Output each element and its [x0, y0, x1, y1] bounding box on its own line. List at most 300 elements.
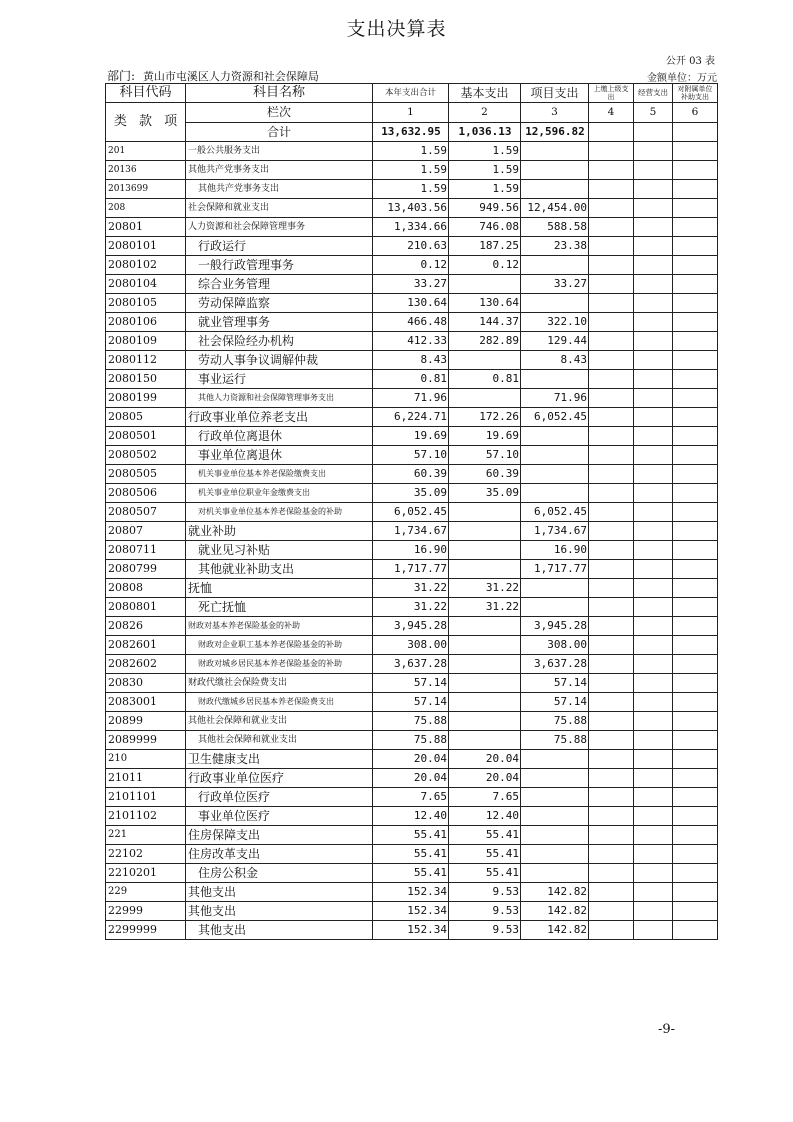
- row-project-expenditure: 588.58: [521, 218, 589, 237]
- table-row: [106, 864, 718, 883]
- table-row: [106, 256, 718, 275]
- row-subsidiary-subsidy: [673, 921, 718, 940]
- table-row: [106, 731, 718, 750]
- row-subsidiary-subsidy: [673, 750, 718, 769]
- row-name: 财政对基本养老保险基金的补助: [186, 617, 373, 636]
- row-total-expenditure: 57.14: [373, 693, 449, 712]
- row-operating-expenditure: [634, 218, 673, 237]
- row-project-expenditure: [521, 446, 589, 465]
- row-subsidiary-subsidy: [673, 636, 718, 655]
- row-name: 财政对企业职工基本养老保险基金的补助: [186, 636, 373, 655]
- row-remit-superior: [589, 598, 634, 617]
- row-code: 2080505: [106, 465, 186, 484]
- row-code: 2082602: [106, 655, 186, 674]
- row-project-expenditure: 33.27: [521, 275, 589, 294]
- row-name: 事业运行: [186, 370, 373, 389]
- row-code: 2080799: [106, 560, 186, 579]
- row-basic-expenditure: 746.08: [449, 218, 521, 237]
- row-code: 2080507: [106, 503, 186, 522]
- row-basic-expenditure: 1.59: [449, 180, 521, 199]
- row-subsidiary-subsidy: [673, 769, 718, 788]
- row-basic-expenditure: 20.04: [449, 769, 521, 788]
- table-row: [106, 807, 718, 826]
- row-remit-superior: [589, 921, 634, 940]
- row-basic-expenditure: 172.26: [449, 408, 521, 427]
- row-code: 2080711: [106, 541, 186, 560]
- row-total-expenditure: 130.64: [373, 294, 449, 313]
- row-project-expenditure: 8.43: [521, 351, 589, 370]
- department-line: [107, 67, 319, 84]
- table-row: [106, 199, 718, 218]
- row-subsidiary-subsidy: [673, 294, 718, 313]
- row-basic-expenditure: [449, 674, 521, 693]
- row-project-expenditure: [521, 579, 589, 598]
- row-code: 2080112: [106, 351, 186, 370]
- row-total-expenditure: 75.88: [373, 712, 449, 731]
- row-name: 卫生健康支出: [186, 750, 373, 769]
- row-project-expenditure: [521, 370, 589, 389]
- row-code: 20807: [106, 522, 186, 541]
- table-row: [106, 750, 718, 769]
- row-project-expenditure: 142.82: [521, 883, 589, 902]
- row-code: 2080150: [106, 370, 186, 389]
- row-operating-expenditure: [634, 674, 673, 693]
- row-name: 劳动保障监察: [186, 294, 373, 313]
- row-name: 住房保障支出: [186, 826, 373, 845]
- header-remit-superior: 上缴上级支出: [589, 84, 634, 103]
- row-total-expenditure: 12.40: [373, 807, 449, 826]
- total-c6: [673, 122, 718, 142]
- row-basic-expenditure: 144.37: [449, 313, 521, 332]
- row-name: 其他人力资源和社会保障管理事务支出: [186, 389, 373, 408]
- table-row: [106, 180, 718, 199]
- row-basic-expenditure: 282.89: [449, 332, 521, 351]
- row-basic-expenditure: 9.53: [449, 902, 521, 921]
- col-num-2: 2: [449, 103, 521, 123]
- row-total-expenditure: 33.27: [373, 275, 449, 294]
- row-name: 一般行政管理事务: [186, 256, 373, 275]
- row-code: 2080106: [106, 313, 186, 332]
- row-name: 财政代缴城乡居民基本养老保险费支出: [186, 693, 373, 712]
- row-remit-superior: [589, 332, 634, 351]
- row-project-expenditure: [521, 484, 589, 503]
- row-code: 20830: [106, 674, 186, 693]
- row-project-expenditure: 1,717.77: [521, 560, 589, 579]
- table-row: [106, 902, 718, 921]
- row-basic-expenditure: [449, 389, 521, 408]
- row-total-expenditure: 55.41: [373, 826, 449, 845]
- table-row: [106, 883, 718, 902]
- row-basic-expenditure: 31.22: [449, 598, 521, 617]
- row-remit-superior: [589, 902, 634, 921]
- row-code: 2101102: [106, 807, 186, 826]
- row-total-expenditure: 466.48: [373, 313, 449, 332]
- row-total-expenditure: 1,734.67: [373, 522, 449, 541]
- total-c1: 13,632.95: [373, 122, 449, 142]
- header-lanci: 栏次: [186, 103, 373, 123]
- row-project-expenditure: 75.88: [521, 731, 589, 750]
- table-row: [106, 674, 718, 693]
- row-remit-superior: [589, 161, 634, 180]
- row-project-expenditure: [521, 598, 589, 617]
- row-name: 其他社会保障和就业支出: [186, 712, 373, 731]
- row-remit-superior: [589, 465, 634, 484]
- table-row: [106, 712, 718, 731]
- row-project-expenditure: 6,052.45: [521, 408, 589, 427]
- row-basic-expenditure: 0.12: [449, 256, 521, 275]
- table-row: [106, 313, 718, 332]
- row-project-expenditure: [521, 142, 589, 161]
- row-name: 住房改革支出: [186, 845, 373, 864]
- row-code: 201: [106, 142, 186, 161]
- row-operating-expenditure: [634, 541, 673, 560]
- row-total-expenditure: 1.59: [373, 161, 449, 180]
- row-code: 221: [106, 826, 186, 845]
- row-basic-expenditure: 9.53: [449, 921, 521, 940]
- row-operating-expenditure: [634, 408, 673, 427]
- row-operating-expenditure: [634, 788, 673, 807]
- row-total-expenditure: 60.39: [373, 465, 449, 484]
- row-operating-expenditure: [634, 712, 673, 731]
- row-subsidiary-subsidy: [673, 484, 718, 503]
- row-subsidiary-subsidy: [673, 446, 718, 465]
- table-body: [106, 84, 718, 940]
- row-total-expenditure: 152.34: [373, 883, 449, 902]
- row-project-expenditure: [521, 294, 589, 313]
- header-lei-kuan-xiang: [106, 103, 186, 142]
- row-operating-expenditure: [634, 921, 673, 940]
- row-operating-expenditure: [634, 731, 673, 750]
- row-total-expenditure: 31.22: [373, 579, 449, 598]
- row-project-expenditure: 23.38: [521, 237, 589, 256]
- row-code: 2089999: [106, 731, 186, 750]
- row-subsidiary-subsidy: [673, 465, 718, 484]
- header-code: 科目代码: [106, 84, 186, 103]
- row-subsidiary-subsidy: [673, 617, 718, 636]
- row-total-expenditure: 1,717.77: [373, 560, 449, 579]
- row-remit-superior: [589, 807, 634, 826]
- row-basic-expenditure: 949.56: [449, 199, 521, 218]
- row-remit-superior: [589, 180, 634, 199]
- row-operating-expenditure: [634, 484, 673, 503]
- row-subsidiary-subsidy: [673, 655, 718, 674]
- row-operating-expenditure: [634, 883, 673, 902]
- row-remit-superior: [589, 446, 634, 465]
- row-project-expenditure: [521, 750, 589, 769]
- row-subsidiary-subsidy: [673, 351, 718, 370]
- row-basic-expenditure: [449, 522, 521, 541]
- row-subsidiary-subsidy: [673, 864, 718, 883]
- row-name: 财政代缴社会保险费支出: [186, 674, 373, 693]
- header-subsidiary-subsidy: 对附属单位补助支出: [673, 84, 718, 103]
- row-project-expenditure: [521, 864, 589, 883]
- header-lei: 类: [113, 114, 127, 129]
- row-remit-superior: [589, 503, 634, 522]
- row-project-expenditure: 1,734.67: [521, 522, 589, 541]
- row-project-expenditure: 75.88: [521, 712, 589, 731]
- row-basic-expenditure: 12.40: [449, 807, 521, 826]
- row-subsidiary-subsidy: [673, 332, 718, 351]
- row-name: 人力资源和社会保障管理事务: [186, 218, 373, 237]
- table-row: [106, 351, 718, 370]
- row-remit-superior: [589, 541, 634, 560]
- table-row: [106, 503, 718, 522]
- table-row: [106, 636, 718, 655]
- table-row: [106, 826, 718, 845]
- table-row: [106, 788, 718, 807]
- row-remit-superior: [589, 769, 634, 788]
- row-code: 2082601: [106, 636, 186, 655]
- row-remit-superior: [589, 351, 634, 370]
- table-row: [106, 446, 718, 465]
- row-operating-expenditure: [634, 427, 673, 446]
- row-subsidiary-subsidy: [673, 427, 718, 446]
- row-name: 其他共产党事务支出: [186, 180, 373, 199]
- row-basic-expenditure: 55.41: [449, 864, 521, 883]
- row-operating-expenditure: [634, 636, 673, 655]
- row-name: 社会保障和就业支出: [186, 199, 373, 218]
- row-total-expenditure: 152.34: [373, 921, 449, 940]
- row-code: 2013699: [106, 180, 186, 199]
- row-operating-expenditure: [634, 161, 673, 180]
- total-c5: [634, 122, 673, 142]
- row-operating-expenditure: [634, 351, 673, 370]
- row-project-expenditure: 12,454.00: [521, 199, 589, 218]
- row-basic-expenditure: [449, 617, 521, 636]
- row-subsidiary-subsidy: [673, 674, 718, 693]
- row-basic-expenditure: 1.59: [449, 142, 521, 161]
- row-project-expenditure: [521, 427, 589, 446]
- row-total-expenditure: 308.00: [373, 636, 449, 655]
- col-num-1: 1: [373, 103, 449, 123]
- row-total-expenditure: 1.59: [373, 142, 449, 161]
- row-project-expenditure: [521, 807, 589, 826]
- table-row: [106, 218, 718, 237]
- row-code: 2080101: [106, 237, 186, 256]
- row-subsidiary-subsidy: [673, 522, 718, 541]
- row-operating-expenditure: [634, 294, 673, 313]
- row-remit-superior: [589, 370, 634, 389]
- row-remit-superior: [589, 427, 634, 446]
- row-operating-expenditure: [634, 503, 673, 522]
- header-row-2: [106, 103, 718, 123]
- row-subsidiary-subsidy: [673, 256, 718, 275]
- row-operating-expenditure: [634, 902, 673, 921]
- row-total-expenditure: 6,224.71: [373, 408, 449, 427]
- total-c3: 12,596.82: [521, 122, 589, 142]
- row-name: 劳动人事争议调解仲裁: [186, 351, 373, 370]
- row-basic-expenditure: 187.25: [449, 237, 521, 256]
- row-total-expenditure: 19.69: [373, 427, 449, 446]
- table-row: [106, 161, 718, 180]
- row-remit-superior: [589, 788, 634, 807]
- row-project-expenditure: 308.00: [521, 636, 589, 655]
- row-basic-expenditure: 1.59: [449, 161, 521, 180]
- row-project-expenditure: [521, 788, 589, 807]
- row-code: 20801: [106, 218, 186, 237]
- row-name: 其他就业补助支出: [186, 560, 373, 579]
- row-basic-expenditure: 0.81: [449, 370, 521, 389]
- row-operating-expenditure: [634, 579, 673, 598]
- row-name: 就业补助: [186, 522, 373, 541]
- row-code: 2080104: [106, 275, 186, 294]
- row-code: 20136: [106, 161, 186, 180]
- table-row: [106, 921, 718, 940]
- header-project-expenditure: 项目支出: [521, 84, 589, 103]
- row-basic-expenditure: [449, 560, 521, 579]
- row-name: 事业单位离退休: [186, 446, 373, 465]
- row-total-expenditure: 20.04: [373, 769, 449, 788]
- row-operating-expenditure: [634, 826, 673, 845]
- row-subsidiary-subsidy: [673, 826, 718, 845]
- total-row: [106, 122, 718, 142]
- row-remit-superior: [589, 693, 634, 712]
- row-subsidiary-subsidy: [673, 275, 718, 294]
- row-basic-expenditure: [449, 541, 521, 560]
- row-remit-superior: [589, 864, 634, 883]
- row-total-expenditure: 8.43: [373, 351, 449, 370]
- row-operating-expenditure: [634, 275, 673, 294]
- row-basic-expenditure: [449, 275, 521, 294]
- row-project-expenditure: 57.14: [521, 693, 589, 712]
- row-name: 其他社会保障和就业支出: [186, 731, 373, 750]
- row-name: 抚恤: [186, 579, 373, 598]
- row-total-expenditure: 210.63: [373, 237, 449, 256]
- table-row: [106, 560, 718, 579]
- row-subsidiary-subsidy: [673, 370, 718, 389]
- table-row: [106, 769, 718, 788]
- table-row: [106, 484, 718, 503]
- header-operating-expenditure: 经营支出: [634, 84, 673, 103]
- row-project-expenditure: 3,945.28: [521, 617, 589, 636]
- row-remit-superior: [589, 313, 634, 332]
- col-num-3: 3: [521, 103, 589, 123]
- row-remit-superior: [589, 389, 634, 408]
- row-code: 2210201: [106, 864, 186, 883]
- row-total-expenditure: 16.90: [373, 541, 449, 560]
- row-total-expenditure: 57.10: [373, 446, 449, 465]
- row-total-expenditure: 7.65: [373, 788, 449, 807]
- row-remit-superior: [589, 617, 634, 636]
- row-basic-expenditure: 7.65: [449, 788, 521, 807]
- row-name: 一般公共服务支出: [186, 142, 373, 161]
- row-basic-expenditure: 130.64: [449, 294, 521, 313]
- row-subsidiary-subsidy: [673, 161, 718, 180]
- row-subsidiary-subsidy: [673, 541, 718, 560]
- row-remit-superior: [589, 845, 634, 864]
- row-operating-expenditure: [634, 180, 673, 199]
- row-project-expenditure: [521, 845, 589, 864]
- table-row: [106, 598, 718, 617]
- row-subsidiary-subsidy: [673, 180, 718, 199]
- row-remit-superior: [589, 712, 634, 731]
- page-number: -9-: [658, 1022, 676, 1037]
- row-subsidiary-subsidy: [673, 579, 718, 598]
- row-code: 20808: [106, 579, 186, 598]
- row-remit-superior: [589, 655, 634, 674]
- row-name: 行政事业单位医疗: [186, 769, 373, 788]
- row-remit-superior: [589, 275, 634, 294]
- row-remit-superior: [589, 294, 634, 313]
- row-remit-superior: [589, 522, 634, 541]
- header-row-1: [106, 84, 718, 103]
- row-code: 22102: [106, 845, 186, 864]
- row-project-expenditure: 129.44: [521, 332, 589, 351]
- row-total-expenditure: 1,334.66: [373, 218, 449, 237]
- row-project-expenditure: 142.82: [521, 921, 589, 940]
- row-operating-expenditure: [634, 522, 673, 541]
- amount-unit: 金额单位：万元: [647, 73, 717, 84]
- row-code: 229: [106, 883, 186, 902]
- row-name: 行政事业单位养老支出: [186, 408, 373, 427]
- row-subsidiary-subsidy: [673, 731, 718, 750]
- row-operating-expenditure: [634, 313, 673, 332]
- table-row: [106, 541, 718, 560]
- row-name: 死亡抚恤: [186, 598, 373, 617]
- row-total-expenditure: 55.41: [373, 845, 449, 864]
- row-subsidiary-subsidy: [673, 788, 718, 807]
- row-operating-expenditure: [634, 332, 673, 351]
- row-remit-superior: [589, 237, 634, 256]
- row-remit-superior: [589, 408, 634, 427]
- row-subsidiary-subsidy: [673, 712, 718, 731]
- total-c4: [589, 122, 634, 142]
- row-total-expenditure: 13,403.56: [373, 199, 449, 218]
- row-subsidiary-subsidy: [673, 218, 718, 237]
- row-total-expenditure: 55.41: [373, 864, 449, 883]
- row-operating-expenditure: [634, 256, 673, 275]
- row-project-expenditure: 57.14: [521, 674, 589, 693]
- row-name: 其他共产党事务支出: [186, 161, 373, 180]
- row-basic-expenditure: 55.41: [449, 845, 521, 864]
- row-basic-expenditure: 19.69: [449, 427, 521, 446]
- row-remit-superior: [589, 199, 634, 218]
- row-code: 20899: [106, 712, 186, 731]
- row-code: 22999: [106, 902, 186, 921]
- row-total-expenditure: 3,945.28: [373, 617, 449, 636]
- row-name: 行政单位离退休: [186, 427, 373, 446]
- row-remit-superior: [589, 142, 634, 161]
- table-row: [106, 655, 718, 674]
- row-name: 就业管理事务: [186, 313, 373, 332]
- row-code: 20805: [106, 408, 186, 427]
- row-basic-expenditure: [449, 731, 521, 750]
- row-subsidiary-subsidy: [673, 199, 718, 218]
- row-name: 事业单位医疗: [186, 807, 373, 826]
- row-operating-expenditure: [634, 446, 673, 465]
- row-operating-expenditure: [634, 370, 673, 389]
- col-num-5: 5: [634, 103, 673, 123]
- row-operating-expenditure: [634, 237, 673, 256]
- table-row: [106, 275, 718, 294]
- table-row: [106, 427, 718, 446]
- row-code: 2080801: [106, 598, 186, 617]
- row-name: 住房公积金: [186, 864, 373, 883]
- row-total-expenditure: 6,052.45: [373, 503, 449, 522]
- row-project-expenditure: 6,052.45: [521, 503, 589, 522]
- header-basic-expenditure: 基本支出: [449, 84, 521, 103]
- row-operating-expenditure: [634, 598, 673, 617]
- row-operating-expenditure: [634, 617, 673, 636]
- row-project-expenditure: 142.82: [521, 902, 589, 921]
- row-code: 2080109: [106, 332, 186, 351]
- row-project-expenditure: 3,637.28: [521, 655, 589, 674]
- row-operating-expenditure: [634, 864, 673, 883]
- row-name: 其他支出: [186, 883, 373, 902]
- row-subsidiary-subsidy: [673, 142, 718, 161]
- row-remit-superior: [589, 674, 634, 693]
- page-title: 支出决算表: [346, 18, 447, 40]
